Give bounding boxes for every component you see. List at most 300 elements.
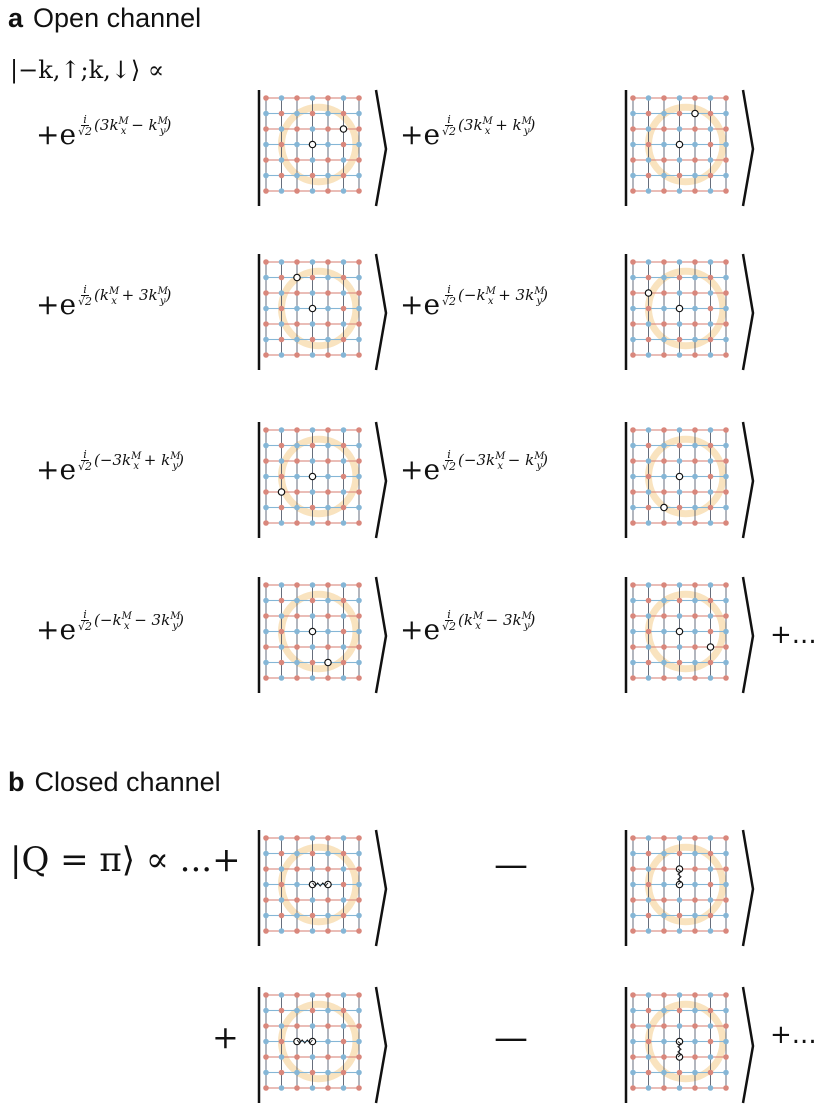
lattice-site: [661, 1085, 667, 1091]
lattice-site: [263, 157, 269, 163]
lattice-site: [661, 111, 667, 117]
lattice-site: [341, 95, 347, 101]
lattice-site: [356, 337, 362, 343]
lattice-site: [325, 1023, 331, 1029]
lattice-site: [630, 1085, 636, 1091]
lattice-site: [279, 866, 285, 872]
lattice-site: [661, 1008, 667, 1014]
open-ket-1: [256, 88, 388, 210]
lattice-site: [677, 443, 683, 449]
open-ket-8: [623, 575, 755, 697]
lattice-site: [692, 992, 698, 998]
lattice-site: [646, 1070, 652, 1076]
lattice-site: [310, 443, 316, 449]
lattice-site: [708, 352, 714, 358]
lattice-site: [708, 582, 714, 588]
lattice-site: [661, 582, 667, 588]
lattice-site: [677, 675, 683, 681]
lattice-site: [279, 306, 285, 312]
lattice-site: [325, 582, 331, 588]
lattice-site: [692, 928, 698, 934]
lattice-site: [341, 157, 347, 163]
lattice-site: [692, 629, 698, 635]
open-term-5: [36, 448, 184, 487]
lattice-site: [630, 290, 636, 296]
lattice-site: [341, 1085, 347, 1091]
lattice-site: [356, 1039, 362, 1045]
lattice-site: [677, 835, 683, 841]
lattice-site: [341, 644, 347, 650]
lattice-site: [723, 660, 729, 666]
lattice-site: [356, 992, 362, 998]
lattice-site: [294, 598, 300, 604]
lattice-site: [630, 489, 636, 495]
lattice-site: [279, 126, 285, 132]
lattice-site: [310, 1023, 316, 1029]
lattice-site: [661, 157, 667, 163]
lattice-site: [708, 458, 714, 464]
lattice-site: [279, 897, 285, 903]
lattice-site: [356, 851, 362, 857]
lattice-site: [723, 290, 729, 296]
lattice-site: [341, 474, 347, 480]
lattice-site: [356, 1008, 362, 1014]
lattice-site: [279, 1070, 285, 1076]
lattice-site: [341, 111, 347, 117]
lattice-site: [325, 157, 331, 163]
lattice-site: [294, 882, 300, 888]
lattice-site: [646, 644, 652, 650]
lattice-site: [263, 835, 269, 841]
lattice-site: [723, 1085, 729, 1091]
lattice-site: [263, 95, 269, 101]
lattice-site: [310, 489, 316, 495]
lattice-site: [708, 928, 714, 934]
lattice-site: [279, 928, 285, 934]
lattice-site: [646, 851, 652, 857]
lattice-site: [325, 111, 331, 117]
lattice-site: [708, 1023, 714, 1029]
lattice-site: [708, 1039, 714, 1045]
lattice-site: [708, 321, 714, 327]
lattice-site: [310, 505, 316, 511]
lattice-site: [661, 629, 667, 635]
lattice-site: [646, 275, 652, 281]
lattice-site: [341, 458, 347, 464]
lattice-site: [356, 598, 362, 604]
lattice-site: [325, 866, 331, 872]
lattice-site: [263, 1008, 269, 1014]
ket-right-angle: [376, 577, 386, 693]
ket-right-angle: [743, 577, 753, 693]
lattice-site: [356, 613, 362, 619]
lattice-site: [630, 474, 636, 480]
lattice-site: [646, 126, 652, 132]
lattice-site: [325, 598, 331, 604]
lattice-site: [630, 992, 636, 998]
lattice-site: [294, 913, 300, 919]
lattice-site: [310, 458, 316, 464]
lattice-site: [263, 675, 269, 681]
lattice-site: [646, 142, 652, 148]
lattice-site: [692, 474, 698, 480]
hole-site: [340, 126, 346, 132]
lattice-site: [692, 1023, 698, 1029]
lattice-site: [723, 1070, 729, 1076]
lattice-site: [677, 913, 683, 919]
lattice-site: [279, 835, 285, 841]
lattice-site: [310, 928, 316, 934]
lattice-site: [294, 458, 300, 464]
lattice-site: [708, 259, 714, 265]
open-ket-2: [623, 88, 755, 210]
lattice-site: [279, 613, 285, 619]
term-exponent: $\frac{i}{√2}$ $(k^M_x + 3k^M_y)$: [78, 283, 172, 308]
lattice-site: [294, 1070, 300, 1076]
lattice-site: [630, 173, 636, 179]
lattice-site: [630, 644, 636, 650]
lattice-site: [723, 520, 729, 526]
lattice-site: [325, 644, 331, 650]
lattice-site: [723, 1039, 729, 1045]
lattice-site: [294, 1054, 300, 1060]
open-ket-6: [623, 420, 755, 542]
lattice-site: [263, 1070, 269, 1076]
lattice-site: [325, 142, 331, 148]
lattice-site: [661, 489, 667, 495]
lattice-site: [723, 321, 729, 327]
lattice-site: [646, 660, 652, 666]
lattice-site: [677, 275, 683, 281]
lattice-site: [646, 835, 652, 841]
lattice-site: [646, 897, 652, 903]
lattice-site: [646, 321, 652, 327]
lattice-site: [341, 427, 347, 433]
lattice-site: [692, 489, 698, 495]
open-term-4: [400, 283, 548, 322]
lattice-site: [310, 1085, 316, 1091]
lattice-site: [630, 321, 636, 327]
lattice-site: [708, 897, 714, 903]
lattice-site: [294, 928, 300, 934]
lattice-site: [310, 188, 316, 194]
lattice-site: [677, 1070, 683, 1076]
lattice-site: [630, 1070, 636, 1076]
lattice-site: [294, 126, 300, 132]
lattice-site: [310, 275, 316, 281]
lattice-site: [356, 275, 362, 281]
open-term-1: [36, 113, 172, 152]
lattice-site: [661, 259, 667, 265]
lattice-site: [723, 851, 729, 857]
lattice-site: [263, 613, 269, 619]
lattice-site: [646, 474, 652, 480]
lattice-site: [661, 835, 667, 841]
lattice-site: [677, 321, 683, 327]
lattice-site: [661, 598, 667, 604]
hole-site: [676, 866, 682, 872]
open-ket-3: [256, 252, 388, 374]
closed-row2-plus: +: [212, 1018, 239, 1056]
lattice-site: [263, 337, 269, 343]
lattice-site: [677, 851, 683, 857]
ket-right-angle: [743, 422, 753, 538]
lattice-site: [356, 835, 362, 841]
lattice-site: [661, 188, 667, 194]
lattice-site: [677, 992, 683, 998]
lattice-site: [325, 1039, 331, 1045]
lattice-site: [723, 675, 729, 681]
lattice-site: [341, 173, 347, 179]
lattice-site: [646, 306, 652, 312]
lattice-site: [325, 675, 331, 681]
lattice-site: [661, 992, 667, 998]
lattice-site: [356, 1085, 362, 1091]
lattice-site: [646, 188, 652, 194]
lattice-site: [263, 897, 269, 903]
hole-site: [325, 659, 331, 665]
lattice-site: [263, 644, 269, 650]
lattice-site: [708, 111, 714, 117]
lattice-site: [630, 458, 636, 464]
lattice-site: [630, 897, 636, 903]
hole-site: [676, 141, 682, 147]
lattice-site: [661, 95, 667, 101]
hole-site: [309, 1038, 315, 1044]
hole-site: [676, 628, 682, 634]
lattice-site: [325, 992, 331, 998]
lattice-site: [325, 520, 331, 526]
lattice-site: [294, 188, 300, 194]
lattice-site: [646, 882, 652, 888]
lattice-site: [692, 582, 698, 588]
lattice-site: [692, 882, 698, 888]
hole-site: [676, 305, 682, 311]
lattice-site: [310, 173, 316, 179]
lattice-site: [646, 443, 652, 449]
ket-right-angle: [376, 987, 386, 1103]
lattice-site: [325, 474, 331, 480]
lattice-site: [723, 928, 729, 934]
lattice-site: [325, 1008, 331, 1014]
lattice-site: [723, 259, 729, 265]
lattice-site: [692, 644, 698, 650]
lattice-site: [723, 582, 729, 588]
hole-site: [325, 881, 331, 887]
lattice-site: [279, 505, 285, 511]
lattice-site: [310, 613, 316, 619]
lattice-site: [341, 306, 347, 312]
lattice-site: [279, 259, 285, 265]
lattice-site: [263, 851, 269, 857]
lattice-site: [646, 866, 652, 872]
lattice-site: [692, 337, 698, 343]
lattice-site: [341, 352, 347, 358]
lattice-site: [325, 1085, 331, 1091]
lattice-site: [294, 321, 300, 327]
lattice-site: [310, 582, 316, 588]
term-exponent: $\frac{i}{√2}$ $(-3k^M_x + k^M_y)$: [78, 448, 184, 473]
lattice-site: [723, 835, 729, 841]
lattice-site: [341, 275, 347, 281]
lattice-site: [661, 1054, 667, 1060]
lattice-site: [325, 427, 331, 433]
lattice-site: [677, 660, 683, 666]
lattice-site: [341, 505, 347, 511]
lattice-site: [630, 1023, 636, 1029]
lattice-site: [279, 1085, 285, 1091]
lattice-site: [325, 1054, 331, 1060]
lattice-site: [294, 851, 300, 857]
lattice-site: [263, 505, 269, 511]
lattice-site: [325, 928, 331, 934]
lattice-site: [708, 157, 714, 163]
lattice-site: [263, 443, 269, 449]
lattice-site: [630, 675, 636, 681]
lattice-site: [356, 352, 362, 358]
lattice-site: [630, 598, 636, 604]
lattice-site: [263, 992, 269, 998]
lattice-site: [723, 644, 729, 650]
lattice-site: [279, 142, 285, 148]
lattice-site: [708, 660, 714, 666]
lattice-site: [263, 111, 269, 117]
lattice-site: [661, 660, 667, 666]
lattice-site: [630, 188, 636, 194]
lattice-site: [325, 443, 331, 449]
lattice-site: [708, 489, 714, 495]
lattice-site: [356, 290, 362, 296]
lattice-site: [708, 866, 714, 872]
lattice-site: [708, 1070, 714, 1076]
lattice-site: [677, 1085, 683, 1091]
lattice-site: [356, 882, 362, 888]
lattice-site: [692, 1039, 698, 1045]
lattice-site: [294, 1008, 300, 1014]
lattice-site: [279, 675, 285, 681]
lattice-site: [279, 111, 285, 117]
lattice-site: [279, 95, 285, 101]
lattice-site: [263, 1023, 269, 1029]
lattice-site: [708, 427, 714, 433]
ket-right-angle: [743, 830, 753, 946]
lattice-site: [310, 95, 316, 101]
hole-site: [309, 881, 315, 887]
lattice-site: [279, 290, 285, 296]
lattice-site: [263, 660, 269, 666]
lattice-site: [677, 582, 683, 588]
lattice-site: [263, 629, 269, 635]
lattice-site: [692, 897, 698, 903]
lattice-site: [294, 897, 300, 903]
lattice-site: [310, 992, 316, 998]
lattice-site: [356, 157, 362, 163]
lattice-site: [630, 866, 636, 872]
lattice-site: [646, 173, 652, 179]
lattice-site: [708, 188, 714, 194]
lattice-site: [310, 851, 316, 857]
hole-site: [309, 628, 315, 634]
lattice-site: [325, 321, 331, 327]
lattice-site: [341, 598, 347, 604]
lattice-site: [677, 352, 683, 358]
lattice-site: [692, 913, 698, 919]
lattice-site: [646, 1039, 652, 1045]
panel-b-letter: b: [8, 767, 25, 797]
lattice-site: [661, 882, 667, 888]
lattice-site: [677, 928, 683, 934]
lattice-site: [630, 582, 636, 588]
term-prefix: +e: [400, 288, 441, 321]
lattice-site: [356, 306, 362, 312]
lattice-site: [677, 259, 683, 265]
hole-site: [707, 644, 713, 650]
lattice-site: [294, 520, 300, 526]
lattice-site: [279, 851, 285, 857]
term-prefix: +e: [36, 118, 77, 151]
lattice-site: [661, 613, 667, 619]
lattice-site: [279, 157, 285, 163]
lattice-site: [708, 613, 714, 619]
lattice-site: [723, 157, 729, 163]
open-term-2: [400, 113, 536, 152]
lattice-site: [356, 897, 362, 903]
lattice-site: [661, 458, 667, 464]
lattice-site: [294, 306, 300, 312]
hole-site: [309, 473, 315, 479]
lattice-site: [263, 520, 269, 526]
lattice-site: [341, 443, 347, 449]
lattice-site: [723, 337, 729, 343]
lattice-site: [677, 427, 683, 433]
lattice-site: [341, 851, 347, 857]
lattice-site: [356, 1070, 362, 1076]
lattice-site: [294, 290, 300, 296]
lattice-site: [310, 352, 316, 358]
lattice-site: [677, 157, 683, 163]
open-term-3: [36, 283, 172, 322]
lattice-site: [263, 142, 269, 148]
lattice-site: [646, 505, 652, 511]
lattice-site: [677, 290, 683, 296]
lattice-site: [294, 1023, 300, 1029]
lattice-site: [708, 882, 714, 888]
term-exponent: $\frac{i}{√2}$ $(-k^M_x - 3k^M_y)$: [78, 608, 184, 633]
lattice-site: [310, 111, 316, 117]
lattice-site: [708, 474, 714, 480]
lattice-site: [692, 188, 698, 194]
lattice-site: [310, 660, 316, 666]
lattice-site: [646, 95, 652, 101]
lattice-site: [661, 851, 667, 857]
closed-ket-4: [623, 985, 755, 1107]
lattice-site: [341, 337, 347, 343]
lattice-site: [356, 520, 362, 526]
lattice-site: [310, 913, 316, 919]
lattice-site: [723, 188, 729, 194]
lattice-site: [341, 489, 347, 495]
lattice-site: [356, 1054, 362, 1060]
term-prefix: +e: [400, 118, 441, 151]
panel-a-title: [8, 3, 201, 34]
lattice-site: [708, 1085, 714, 1091]
lattice-site: [263, 598, 269, 604]
lattice-site: [263, 1054, 269, 1060]
lattice-site: [661, 290, 667, 296]
lattice-site: [708, 1054, 714, 1060]
lattice-site: [279, 582, 285, 588]
lattice-site: [325, 126, 331, 132]
